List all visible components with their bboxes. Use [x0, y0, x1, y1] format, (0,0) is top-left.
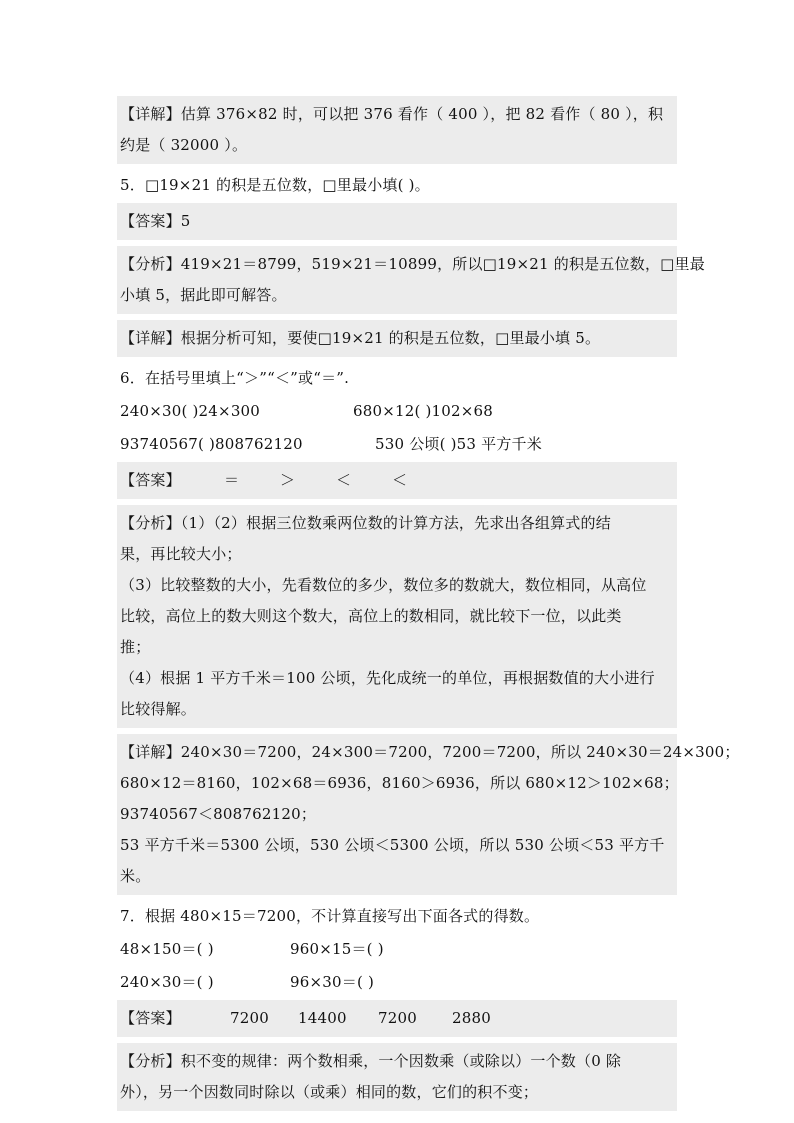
q6-answer-1: ＝ [224, 471, 240, 489]
q6-analysis-line-1: 【分析】（1）（2）根据三位数乘两位数的计算方法，先求出各组算式的结 [120, 514, 611, 532]
q6-question: 6．在括号里填上“＞”“＜”或“＝”. [120, 369, 350, 387]
q7-answer-2: 14400 [298, 1009, 347, 1027]
q7-item-4: 96×30＝( ) [290, 973, 375, 991]
q5-detail-block [117, 320, 677, 357]
q6-detail-line-4: 53 平方千米＝5300 公顷，530 公顷＜5300 公顷，所以 530 公顷＜53 平方千 [120, 836, 665, 854]
q6-detail-line-2: 680×12＝8160，102×68＝6936，8160＞6936，所以 680×12＞102×68； [120, 774, 679, 792]
q7-answer-4: 2880 [452, 1009, 491, 1027]
q6-analysis-line-3: （3）比较整数的大小，先看数位的多少，数位多的数就大，数位相同，从高位 [120, 576, 647, 594]
q6-analysis-line-6: （4）根据 1 平方千米＝100 公顷，先化成统一的单位，再根据数值的大小进行 [120, 669, 655, 687]
q7-analysis-line-1: 【分析】积不变的规律：两个数相乘，一个因数乘（或除以）一个数（0 除 [120, 1052, 622, 1070]
q7-answer [120, 1003, 673, 1034]
q5-analysis-line-1: 【分析】419×21＝8799，519×21＝10899，所以□19×21 的积是五位数，□里最 [120, 255, 705, 273]
q5-detail: 【详解】根据分析可知，要使□19×21 的积是五位数，□里最小填 5。 [120, 329, 601, 347]
q6-item-2: 680×12( )102×68 [353, 402, 494, 420]
q6-answer [120, 465, 673, 496]
q6-row-2 [117, 429, 677, 460]
q5-analysis-line-2: 小填 5，据此即可解答。 [120, 286, 287, 304]
q5-answer-block [117, 203, 677, 240]
q6-answer-3: ＜ [336, 471, 352, 489]
q7-question: 7．根据 480×15＝7200，不计算直接写出下面各式的得数。 [120, 907, 540, 925]
q5-analysis-block [117, 246, 705, 314]
q6-item-1: 240×30( )24×300 [120, 402, 261, 420]
q6-item-3: 93740567( )808762120 [120, 435, 303, 453]
q6-analysis-line-5: 推； [120, 638, 151, 656]
q7-answer-block [117, 1000, 677, 1037]
q7-item-3: 240×30＝( ) [120, 973, 214, 991]
q6-answer-block [117, 462, 677, 499]
q4-detail-block [117, 96, 677, 164]
q7-answer-3: 7200 [378, 1009, 417, 1027]
q7-answer-1: 7200 [230, 1009, 269, 1027]
q6-answer-2: ＞ [280, 471, 296, 489]
q7-item-2: 960×15＝( ) [290, 940, 384, 958]
q7-item-1: 48×150＝( ) [120, 940, 214, 958]
q7-analysis-block [117, 1043, 677, 1111]
q6-answer-4: ＜ [392, 471, 408, 489]
q5-answer: 【答案】5 [120, 212, 191, 230]
q5-question: 5．□19×21 的积是五位数，□里最小填( )。 [120, 176, 430, 194]
q7-row-1 [117, 934, 677, 965]
q7-analysis-line-2: 外），另一个因数同时除以（或乘）相同的数，它们的积不变； [120, 1083, 539, 1101]
q6-detail-line-5: 米。 [120, 867, 151, 885]
q7-row-2 [117, 967, 677, 998]
q6-analysis-block [117, 505, 677, 728]
q6-detail-line-1: 【详解】240×30＝7200，24×300＝7200，7200＝7200，所以 240×30＝24×300； [120, 743, 740, 761]
q4-detail-line-1: 【详解】估算 376×82 时，可以把 376 看作（ 400 ），把 82 看作（ 80 ），积 [120, 105, 664, 123]
q4-detail-line-2: 约是（ 32000 ）。 [120, 136, 248, 154]
q6-row-1 [117, 396, 677, 427]
q6-detail-line-3: 93740567＜808762120； [120, 805, 317, 823]
content-area [117, 96, 740, 1117]
q6-detail-block [117, 734, 740, 895]
q6-analysis-line-4: 比较，高位上的数大则这个数大，高位上的数相同，就比较下一位，以此类 [120, 607, 622, 625]
q6-analysis-line-2: 果，再比较大小； [120, 545, 242, 563]
q6-analysis-line-7: 比较得解。 [120, 700, 197, 718]
q6-item-4: 530 公顷( )53 平方千米 [375, 435, 542, 453]
q6-answer-label: 【答案】 [120, 471, 181, 489]
q7-answer-label: 【答案】 [120, 1009, 181, 1027]
